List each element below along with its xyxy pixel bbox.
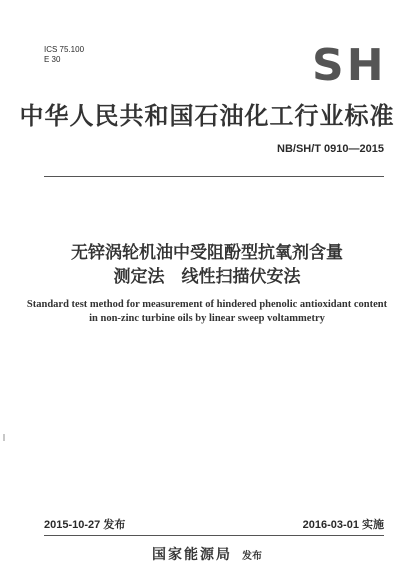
standard-number: NB/SH/T 0910—2015 [277,143,384,155]
issuer-suffix: 发布 [242,551,262,562]
chinese-title-line-2: 测定法 线性扫描伏安法 [113,267,301,287]
scan-edge-mark [3,434,5,441]
category-code: E 30 [44,55,61,64]
bottom-divider [44,535,384,536]
issuer-name: 国家能源局 [152,547,232,563]
chinese-title [0,241,414,289]
chinese-title-line-1: 无锌涡轮机油中受阻酚型抗氧剂含量 [71,243,343,263]
organization-title: 中华人民共和国石油化工行业标准 [19,102,395,130]
issuer [0,544,414,564]
top-divider [44,176,384,177]
implement-date: 2016-03-01 实施 [302,519,384,531]
classification-codes [44,45,84,65]
english-title-line-2: in non-zinc turbine oils by linear sweep voltammetry [89,313,325,324]
english-title [0,298,414,326]
publish-date: 2015-10-27 发布 [44,519,126,531]
ics-code: ICS 75.100 [44,45,85,54]
english-title-line-1: Standard test method for measurement of hindered phenolic antioxidant content [26,299,388,310]
sh-logo: SH [312,40,387,91]
